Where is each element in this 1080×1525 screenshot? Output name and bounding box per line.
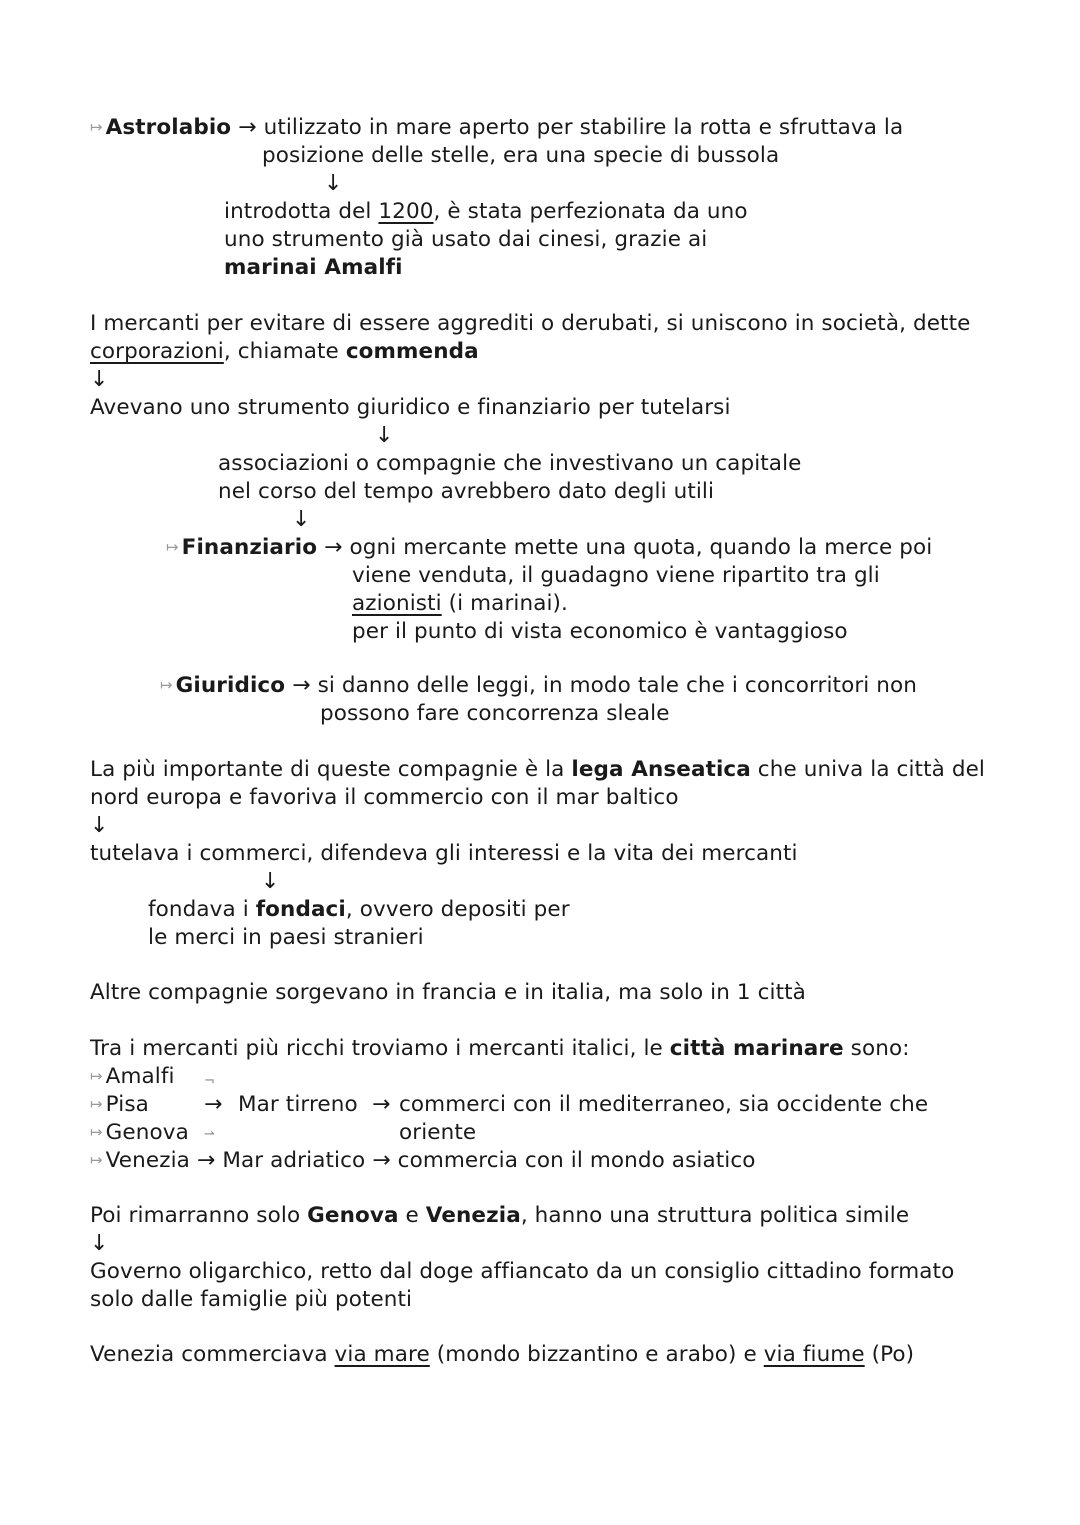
giuridico-line-1 bbox=[160, 672, 917, 701]
via-mare-term: via mare bbox=[334, 1342, 430, 1367]
mercanti-line-1: I mercanti per evitare di essere aggrediti o derubati, si uniscono in società, dette bbox=[90, 311, 971, 336]
genova-label: Genova bbox=[105, 1120, 189, 1145]
down-arrow-icon: ↓ bbox=[90, 1231, 109, 1256]
lega-line-1-post: che univa la città del bbox=[750, 757, 985, 782]
mar-adriatico-label: Mar adriatico bbox=[222, 1148, 366, 1173]
bracket-bottom-icon: ⇀ bbox=[204, 1127, 215, 1142]
lega-line-3: tutelava i commerci, difendeva gli interessi e la vita dei mercanti bbox=[90, 841, 798, 866]
finanziario-desc-1: ogni mercante mette una quota, quando la merce poi bbox=[349, 535, 933, 560]
adriatico-desc: commercia con il mondo asiatico bbox=[397, 1148, 756, 1173]
amalfi-label: Amalfi bbox=[105, 1064, 175, 1089]
down-arrow-icon: ↓ bbox=[90, 813, 109, 838]
venezia-commercio-line bbox=[90, 1341, 914, 1369]
fondaci-post: , ovvero depositi per bbox=[345, 897, 570, 922]
mar-tirreno-label: Mar tirreno bbox=[238, 1092, 358, 1117]
right-arrow-icon: → bbox=[292, 673, 311, 698]
governo-line-1: Governo oligarchico, retto dal doge affiancato da un consiglio cittadino formato bbox=[90, 1259, 955, 1284]
tirreno-desc-2: oriente bbox=[399, 1120, 477, 1145]
venezia-label: Venezia bbox=[105, 1148, 190, 1173]
genova-venezia-line bbox=[90, 1202, 909, 1230]
finanziario-line-1 bbox=[166, 534, 932, 563]
bullet-icon: ↦ bbox=[90, 118, 103, 136]
bullet-icon: ↦ bbox=[90, 1151, 103, 1169]
right-arrow-icon: → bbox=[238, 115, 257, 140]
astrolabio-sub-1-pre: introdotta del bbox=[224, 199, 379, 224]
genova-term: Genova bbox=[307, 1203, 399, 1228]
venezia-term: Venezia bbox=[425, 1203, 521, 1228]
bracket-top-icon: ¬ bbox=[204, 1074, 215, 1089]
down-arrow-icon: ↓ bbox=[292, 507, 311, 532]
vc-mid: (mondo bizzantino e arabo) e bbox=[429, 1342, 764, 1367]
marinare-post: sono: bbox=[843, 1036, 910, 1061]
finanziario-line-3 bbox=[352, 590, 568, 618]
astrolabio-sub-2: uno strumento già usato dai cinesi, grazie ai bbox=[224, 227, 708, 252]
commenda-term: commenda bbox=[345, 339, 479, 364]
lega-line-2: nord europa e favoriva il commercio con il mar baltico bbox=[90, 785, 679, 810]
giuridico-line-2: possono fare concorrenza sleale bbox=[320, 701, 670, 726]
vc-pre: Venezia commerciava bbox=[90, 1342, 335, 1367]
down-arrow-icon: ↓ bbox=[261, 869, 280, 894]
citta-marinare-term: città marinare bbox=[669, 1036, 844, 1061]
astrolabio-line-1 bbox=[90, 114, 903, 143]
astrolabio-sub-3: marinai Amalfi bbox=[224, 255, 403, 280]
city-pisa bbox=[90, 1091, 149, 1120]
fondaci-line-2: le merci in paesi stranieri bbox=[148, 925, 424, 950]
azionisti-term: azionisti bbox=[352, 591, 442, 616]
city-genova bbox=[90, 1119, 189, 1148]
gv-pre: Poi rimarranno solo bbox=[90, 1203, 308, 1228]
finanziario-line-4: per il punto di vista economico è vantaggioso bbox=[352, 619, 848, 644]
mercanti-line-2 bbox=[90, 338, 479, 366]
fondaci-pre: fondava i bbox=[148, 897, 256, 922]
vc-post: (Po) bbox=[864, 1342, 915, 1367]
altre-compagnie: Altre compagnie sorgevano in francia e in italia, ma solo in 1 città bbox=[90, 980, 806, 1005]
astrolabio-desc-1: utilizzato in mare aperto per stabilire la rotta e sfruttava la bbox=[263, 115, 904, 140]
finanziario-title: Finanziario bbox=[181, 535, 318, 560]
giuridico-title: Giuridico bbox=[175, 673, 286, 698]
bullet-icon: ↦ bbox=[90, 1095, 103, 1113]
year-1200: 1200 bbox=[378, 199, 434, 224]
mercanti-line-3: Avevano uno strumento giuridico e finanziario per tutelarsi bbox=[90, 395, 731, 420]
fondaci-term: fondaci bbox=[255, 897, 346, 922]
astrolabio-sub-1-post: , è stata perfezionata da uno bbox=[433, 199, 748, 224]
down-arrow-icon: ↓ bbox=[324, 171, 343, 196]
mercanti-line-2-mid: , chiamate bbox=[223, 339, 346, 364]
bullet-icon: ↦ bbox=[90, 1123, 103, 1141]
lega-line-1-pre: La più importante di queste compagnie è la bbox=[90, 757, 572, 782]
bullet-icon: ↦ bbox=[160, 676, 173, 694]
right-arrow-icon: → bbox=[372, 1148, 391, 1173]
pisa-label: Pisa bbox=[105, 1092, 149, 1117]
right-arrow-icon: → bbox=[324, 535, 343, 560]
gv-post: , hanno una struttura politica simile bbox=[520, 1203, 910, 1228]
astrolabio-title: Astrolabio bbox=[105, 115, 232, 140]
governo-line-2: solo dalle famiglie più potenti bbox=[90, 1287, 413, 1312]
bullet-icon: ↦ bbox=[166, 538, 179, 556]
city-venezia bbox=[90, 1147, 756, 1176]
finanziario-line-2: viene venduta, il guadagno viene ripartito tra gli bbox=[352, 563, 880, 588]
associazioni-line-2: nel corso del tempo avrebbero dato degli utili bbox=[218, 479, 715, 504]
tirreno-desc-1: commerci con il mediterraneo, sia occidente che bbox=[399, 1092, 929, 1117]
astrolabio-line-2: posizione delle stelle, era una specie di bussola bbox=[262, 143, 780, 168]
lega-line-1 bbox=[90, 756, 985, 784]
corporazioni-term: corporazioni bbox=[90, 339, 224, 364]
astrolabio-sub-1 bbox=[224, 198, 748, 226]
down-arrow-icon: ↓ bbox=[375, 423, 394, 448]
right-arrow-icon: → bbox=[196, 1148, 216, 1173]
right-arrow-icon: → bbox=[204, 1092, 223, 1117]
marinare-intro bbox=[90, 1035, 910, 1063]
associazioni-line-1: associazioni o compagnie che investivano un capitale bbox=[218, 451, 802, 476]
down-arrow-icon: ↓ bbox=[90, 367, 109, 392]
giuridico-desc-1: si danno delle leggi, in modo tale che i concorritori non bbox=[317, 673, 917, 698]
bullet-icon: ↦ bbox=[90, 1067, 103, 1085]
via-fiume-term: via fiume bbox=[763, 1342, 865, 1367]
marinare-pre: Tra i mercanti più ricchi troviamo i mercanti italici, le bbox=[90, 1036, 670, 1061]
fondaci-line-1 bbox=[148, 896, 570, 924]
city-amalfi bbox=[90, 1063, 175, 1092]
lega-anseatica-term: lega Anseatica bbox=[571, 757, 751, 782]
gv-e: e bbox=[398, 1203, 426, 1228]
right-arrow-icon: → bbox=[372, 1092, 391, 1117]
finanziario-line-3-post: (i marinai). bbox=[441, 591, 568, 616]
